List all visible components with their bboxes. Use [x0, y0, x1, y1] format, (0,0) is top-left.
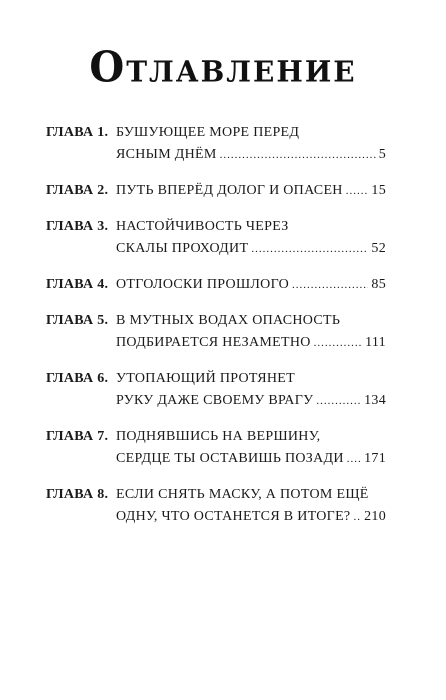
dot-leader [292, 274, 368, 296]
dot-leader [316, 390, 361, 412]
chapter-label: ГЛАВА 2. [46, 183, 109, 198]
toc-entry[interactable] [46, 274, 386, 296]
chapter-title-line1: ОТГОЛОСКИ ПРОШЛОГО [116, 277, 290, 292]
chapter-title-line2: ОДНУ, ЧТО ОСТАНЕТСЯ В ИТОГЕ? [116, 509, 351, 524]
toc-entry[interactable] [46, 310, 386, 354]
chapter-title-line1: УТОПАЮЩИЙ ПРОТЯНЕТ [116, 371, 295, 386]
chapter-label: ГЛАВА 3. [46, 219, 109, 234]
chapter-title-line2: ПОДБИРАЕТСЯ НЕЗАМЕТНО [116, 335, 311, 350]
chapter-title-line2: СЕРДЦЕ ТЫ ОСТАВИШЬ ПОЗАДИ [116, 451, 344, 466]
chapter-label: ГЛАВА 7. [46, 429, 109, 444]
dot-leader [347, 448, 361, 470]
chapter-title-line1: ЕСЛИ СНЯТЬ МАСКУ, А ПОТОМ ЕЩЁ [116, 487, 369, 502]
chapter-title-line2: ЯСНЫМ ДНЁМ [116, 147, 217, 162]
chapter-title-line1: ПОДНЯВШИСЬ НА ВЕРШИНУ, [116, 429, 321, 444]
chapter-label: ГЛАВА 4. [46, 277, 109, 292]
toc-entry[interactable] [46, 180, 386, 202]
chapter-title-line1: НАСТОЙЧИВОСТЬ ЧЕРЕЗ [116, 219, 289, 234]
chapter-title-line1: В МУТНЫХ ВОДАХ ОПАСНОСТЬ [116, 313, 341, 328]
toc-entry[interactable] [46, 426, 386, 470]
page-number: 210 [364, 509, 386, 524]
page-number: 134 [364, 393, 386, 408]
chapter-label: ГЛАВА 6. [46, 371, 109, 386]
chapter-title-line1: ПУТЬ ВПЕРЁД ДОЛОГ И ОПАСЕН [116, 183, 343, 198]
chapter-label: ГЛАВА 5. [46, 313, 109, 328]
chapter-label: ГЛАВА 1. [46, 125, 109, 140]
toc-entry[interactable] [46, 216, 386, 260]
dot-leader [220, 144, 376, 166]
dot-leader [346, 180, 369, 202]
chapter-title-line2: РУКУ ДАЖЕ СВОЕМУ ВРАГУ [116, 393, 314, 408]
page-title: Отлавление [89, 42, 357, 93]
page-number: 52 [371, 241, 386, 256]
dot-leader [353, 506, 361, 528]
page-number: 15 [371, 183, 386, 198]
toc-entry[interactable] [46, 368, 386, 412]
dot-leader [251, 238, 368, 260]
dot-leader [314, 332, 362, 354]
toc-entry[interactable] [46, 122, 386, 166]
toc-entry[interactable] [46, 484, 386, 528]
chapter-title-line2: СКАЛЫ ПРОХОДИТ [116, 241, 249, 256]
page-number: 5 [378, 147, 386, 162]
chapter-title-line1: БУШУЮЩЕЕ МОРЕ ПЕРЕД [116, 125, 300, 140]
table-of-contents [46, 122, 386, 542]
page-number: 85 [371, 277, 386, 292]
chapter-label: ГЛАВА 8. [46, 487, 109, 502]
page-number: 171 [364, 451, 386, 466]
page-number: 111 [365, 335, 386, 350]
